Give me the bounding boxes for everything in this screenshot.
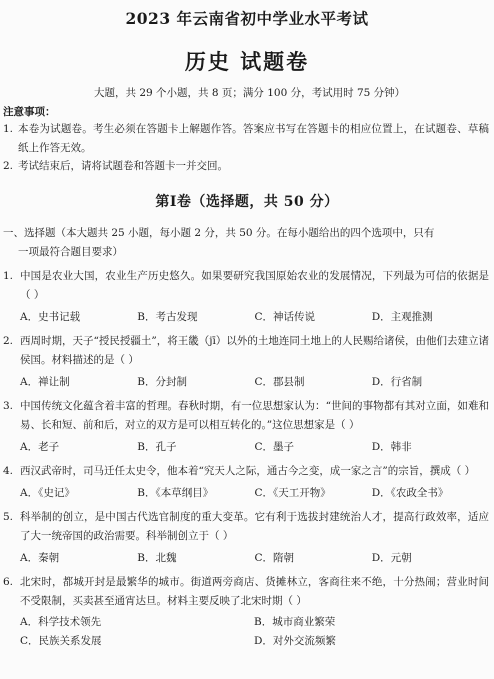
note-number: 2. bbox=[3, 160, 14, 172]
note-item bbox=[3, 157, 489, 176]
subject-title: 历史 试题卷 bbox=[184, 49, 310, 74]
question-stem: 中国传统文化蕴含着丰富的哲理。春秋时期，有一位思想家认为：“世间的事物都有其对立面，如难和易、长和短、前和后，对立的双方是可以相互转化的。”这位思想家是（ ） bbox=[20, 400, 489, 431]
question-number: 2. bbox=[3, 335, 14, 347]
option-a: A．《史记》 bbox=[20, 487, 75, 499]
option-a: A．秦朝 bbox=[20, 552, 60, 564]
question bbox=[3, 397, 489, 457]
option-a: A．科学技术领先 bbox=[20, 616, 102, 628]
option-b: B．分封制 bbox=[137, 376, 187, 388]
option-b: B．孔子 bbox=[137, 441, 177, 453]
note-number: 1. bbox=[3, 123, 14, 135]
question-number: 5. bbox=[3, 511, 14, 523]
section-instructions-line: 一、选择题（本大题共 25 小题，每小题 2 分，共 50 分。在每小题给出的四个选项中，只有 bbox=[3, 227, 435, 239]
exam-info: 大题，共 29 个小题，共 8 页；满分 100 分，考试用时 75 分钟） bbox=[94, 87, 406, 99]
question bbox=[3, 462, 489, 503]
question-stem: 西汉武帝时，司马迁任太史令，他本着“究天人之际，通古今之变，成一家之言”的宗旨，撰成（ ） bbox=[20, 465, 476, 477]
notes-list bbox=[3, 120, 489, 176]
question-number: 4. bbox=[3, 465, 14, 477]
option-b: B．北魏 bbox=[137, 552, 177, 564]
option-c: C．神话传说 bbox=[254, 311, 316, 323]
option-d: D．韩非 bbox=[371, 441, 412, 453]
option-c: C．隋朝 bbox=[254, 552, 295, 564]
option-c: C．墨子 bbox=[254, 441, 295, 453]
option-b: B．考古发现 bbox=[137, 311, 198, 323]
question-list bbox=[3, 267, 489, 654]
notes-heading: 注意事项： bbox=[3, 106, 56, 118]
note-text: 考试结束后，请将试题卷和答题卡一并交回。 bbox=[18, 160, 228, 172]
question bbox=[3, 573, 489, 651]
question bbox=[3, 332, 489, 392]
question-stem: 中国是农业大国，农业生产历史悠久。如果要研究我国原始农业的发展情况，下列最为可信的依据是（ ） bbox=[20, 270, 489, 301]
question-stem: 科举制的创立，是中国古代选官制度的重大变革。它有利于选拔封建统治人才，提高行政效率，适应了大一统帝国的政治需要。科举制创立于（ ） bbox=[20, 511, 489, 542]
options-row bbox=[3, 549, 489, 568]
options-row bbox=[3, 308, 489, 327]
question bbox=[3, 508, 489, 568]
option-b: B．城市商业繁荣 bbox=[254, 616, 336, 628]
option-c: C．《天工开物》 bbox=[254, 487, 331, 499]
options-row bbox=[3, 438, 489, 457]
option-b: B．《本草纲目》 bbox=[137, 487, 214, 499]
option-a: A．史书记载 bbox=[20, 311, 81, 323]
question-number: 1. bbox=[3, 270, 14, 282]
question-stem: 西周时期，天子“授民授疆土”，将王畿（jī）以外的土地连同土地上的人民赐给诸侯，由他们去建立诸侯国。材料描述的是（ ） bbox=[20, 335, 489, 366]
options-grid bbox=[3, 613, 489, 651]
section-instructions-line: 一项最符合题目要求） bbox=[18, 245, 123, 258]
note-item bbox=[3, 120, 489, 157]
note-text: 本卷为试题卷。考生必须在答题卡上解题作答。答案应书写在答题卡的相应位置上，在试题卷、草稿纸上作答无效。 bbox=[18, 123, 489, 154]
option-d: D．主观推测 bbox=[371, 311, 433, 323]
exam-title: 2023 年云南省初中学业水平考试 bbox=[125, 9, 369, 28]
option-a: A．老子 bbox=[20, 441, 60, 453]
question-stem: 北宋时，都城开封是最繁华的城市。街道两旁商店、货摊林立，客商往来不绝，十分热闹；营业时间不受限制，买卖甚至通宵达旦。材料主要反映了北宋时期（ ） bbox=[20, 576, 489, 607]
option-d: D．元朝 bbox=[371, 552, 412, 564]
option-d: D．对外交流频繁 bbox=[254, 635, 336, 647]
option-a: A．禅让制 bbox=[20, 376, 70, 388]
options-row bbox=[3, 373, 489, 392]
option-c: C．民族关系发展 bbox=[20, 635, 102, 647]
option-d: D．行省制 bbox=[371, 376, 423, 388]
question bbox=[3, 267, 489, 327]
section-instructions bbox=[3, 224, 489, 261]
option-d: D．《农政全书》 bbox=[371, 487, 449, 499]
question-number: 6. bbox=[3, 576, 14, 588]
part-title: 第Ⅰ卷（选择题，共 50 分） bbox=[155, 194, 339, 210]
question-number: 3. bbox=[3, 400, 14, 412]
options-row bbox=[3, 484, 489, 503]
option-c: C．郡县制 bbox=[254, 376, 305, 388]
